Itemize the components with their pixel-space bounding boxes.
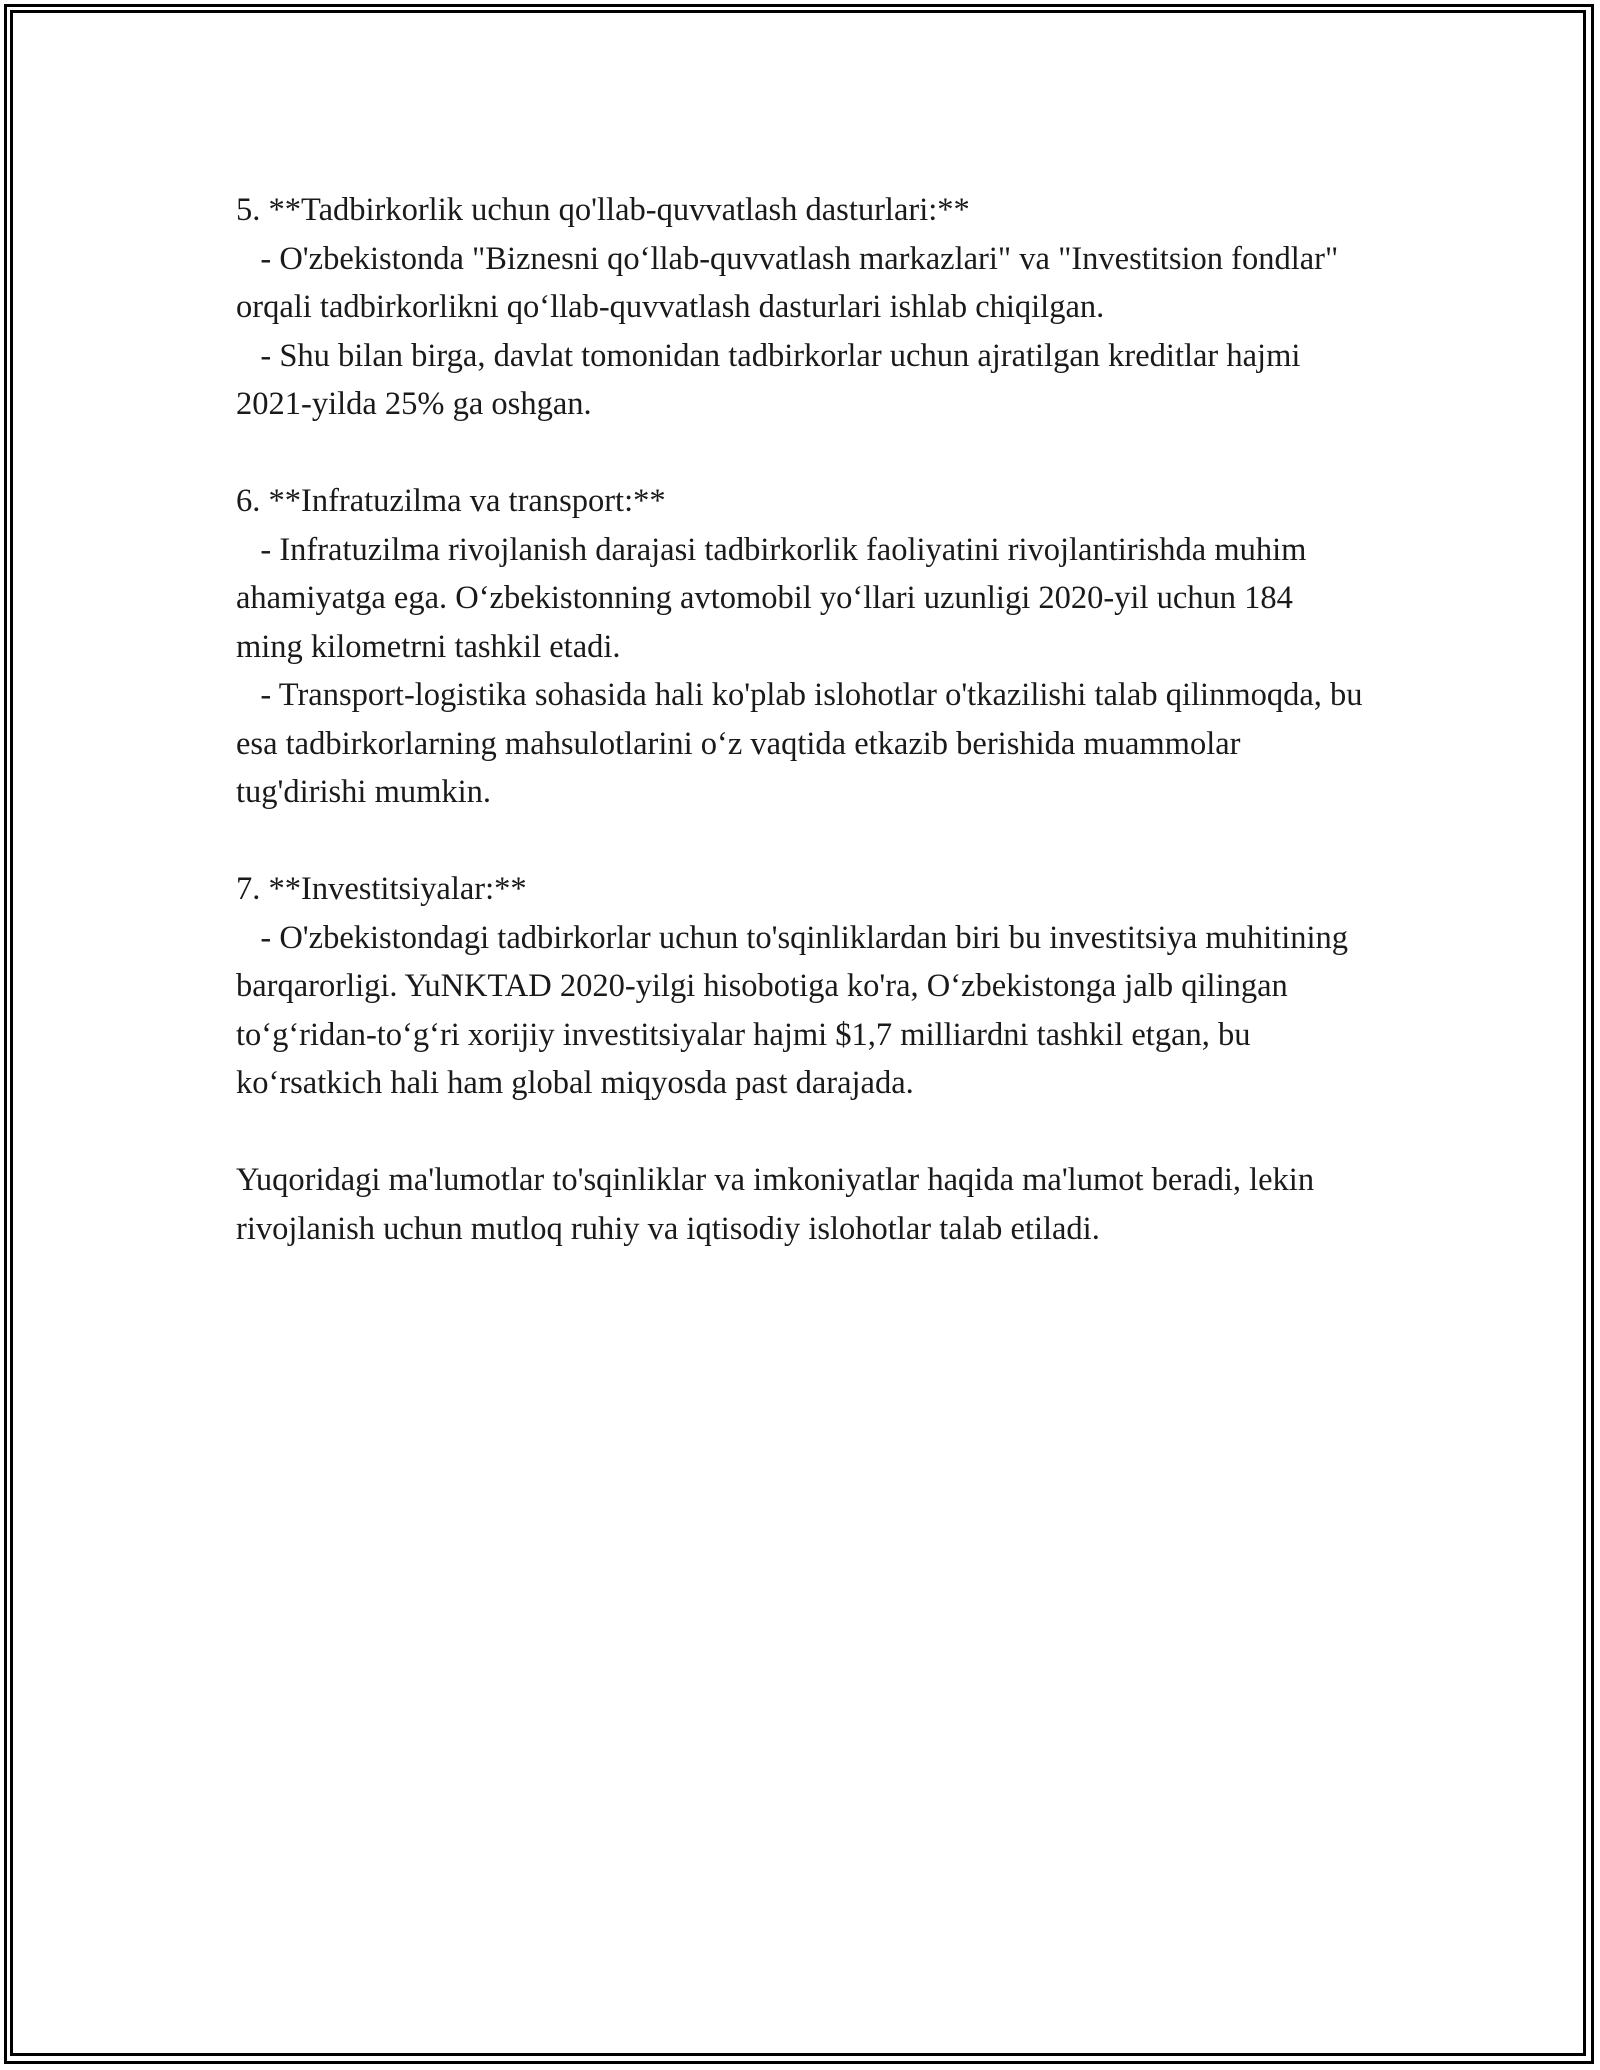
section-6 (236, 477, 1371, 817)
section-7 (236, 865, 1366, 1108)
bullet-item: - Transport-logistika sohasida hali ko'plab islohotlar o'tkazilishi talab qilinmoqda, bu esa tadbirkorlarning mahsulotlarini o‘z vaqtida etkazib berishida muammolar tug'dirishi mumkin. (236, 677, 1371, 810)
document-body (236, 186, 1371, 1302)
section-5 (236, 186, 1366, 429)
section-heading: 5. **Tadbirkorlik uchun qo'llab-quvvatlash dasturlari:** (236, 192, 970, 228)
conclusion-text: Yuqoridagi ma'lumotlar to'sqinliklar va imkoniyatlar haqida ma'lumot beradi, lekin rivojlanish uchun mutloq ruhiy va iqtisodiy islohotlar talab etiladi. (236, 1162, 1323, 1247)
section-heading: 7. **Investitsiyalar:** (236, 871, 527, 907)
bullet-item: - Infratuzilma rivojlanish darajasi tadbirkorlik faoliyatini rivojlantirishda muhim ahamiyatga ega. O‘zbekistonning avtomobil yo‘llari uzunligi 2020-yil uchun 184 ming kilometrni tashkil etadi. (236, 531, 1315, 665)
bullet-item: - O'zbekistondagi tadbirkorlar uchun to'sqinliklardan biri bu investitsiya muhitining barqarorligi. YuNKTAD 2020-yilgi hisobotiga ko'ra, O‘zbekistonga jalb qilingan to‘g‘ridan-to‘g‘ri xorijiy investitsiyalar hajmi $1,7 milliardni tashkil etgan, bu ko‘rsatkich hali ham global miqyosda past darajada. (236, 919, 1357, 1101)
conclusion-paragraph (236, 1156, 1366, 1253)
bullet-item: - Shu bilan birga, davlat tomonidan tadbirkorlar uchun ajratilgan kreditlar hajmi 2021-yilda 25% ga oshgan. (236, 337, 1309, 422)
section-heading: 6. **Infratuzilma va transport:** (236, 483, 666, 519)
bullet-item: - O'zbekistonda "Biznesni qo‘llab-quvvatlash markazlari" va "Investitsion fondlar" orqali tadbirkorlikni qo‘llab-quvvatlash dasturlari ishlab chiqilgan. (236, 240, 1347, 325)
